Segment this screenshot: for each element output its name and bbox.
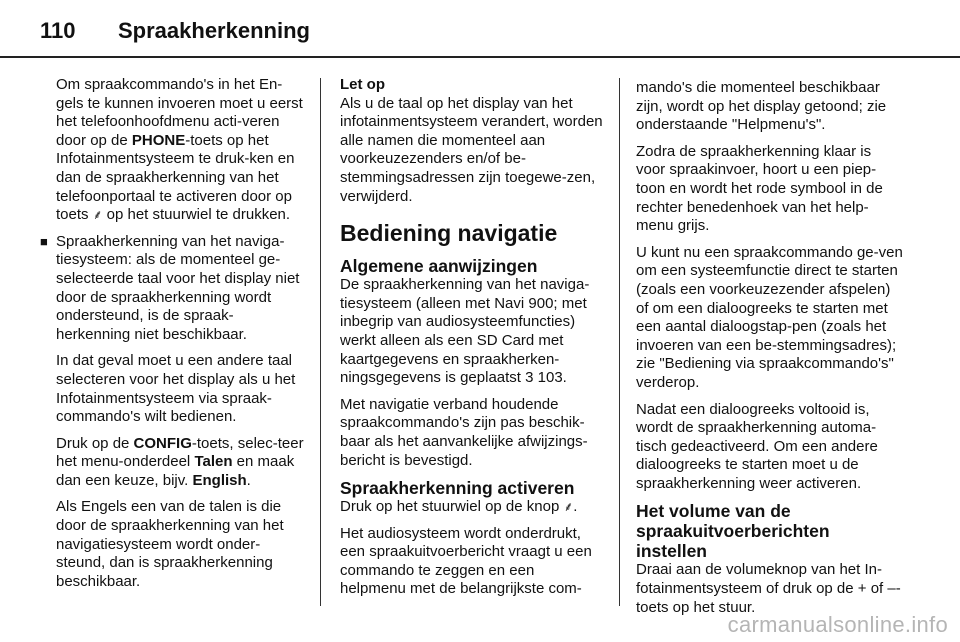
paragraph: mando's die momenteel beschikbaar zijn, wordt op het display getoond; zie onderstaande "Helpmenu's". [636,79,887,134]
page-title: Spraakherkenning [118,18,310,43]
paragraph: Als Engels een van de talen is die door de spraakherkenning van het navigatiesysteem wordt onder-steund, dan is spraakherkenning beschikbaar. [56,498,284,590]
subsection-heading: Algemene aanwijzingen [340,256,538,277]
voice-button-icon: ⸙ [563,499,574,515]
header-rule [0,56,960,58]
voice-button-icon: ⸙ [92,207,103,223]
column-2 [340,76,604,607]
column-divider [320,78,321,606]
paragraph: In dat geval moet u een andere taal selecteren voor het display als u het Infotainmentsysteem via spraak-commando's wilt bedienen. [56,352,296,426]
paragraph: Zodra de spraakherkenning klaar is voor spraakinvoer, hoort u een piep-toon en wordt het rode symbool in de rechter benedenhoek van het help-menu grijs. [636,142,883,235]
reference-arrow-icon: 3 [525,369,534,387]
note-title: Let op [340,76,385,93]
paragraph: Draai aan de volumeknop van het In-fotainmentsysteem of druk op de + of –-toets op het stuur. [636,561,901,616]
note-box [340,76,604,206]
config-key-label: CONFIG [133,434,192,452]
menu-item-label: Talen [194,453,233,471]
list-item: ■ Spraakherkenning van het naviga-tiesysteem: als de momenteel ge-selecteerde taal voor het display niet door de spraakherkenning wordt ondersteund, is de spraak-herkenning niet beschikbaar. [40,232,300,343]
paragraph: Nadat een dialoogreeks voltooid is, wordt de spraakherkenning automa-tisch gedeactiveerd. Om een andere dialoogreeks te starten moet u de spraakherkenning weer activeren. [636,400,878,492]
section-heading: Bediening navigatie [340,220,558,247]
column-3 [636,79,904,625]
paragraph: Druk op de CONFIG-toets, selec-teer het menu-onderdeel Talen en maak dan een keuze, bijv. English. [56,434,304,489]
paragraph: U kunt nu een spraakcommando ge-ven om een systeemfunctie direct te starten (zoals een voorkeuzezender afspelen) of om een dialoogreeks te starten met een aantal dialoogstap-pen (zoals het invoeren van een be-stemmingsadres); zie "Bediening via spraakcommando's" verderop. [636,243,903,391]
language-option-label: English [192,471,247,489]
phone-key-label: PHONE [131,131,186,149]
subsection-heading: Spraakherkenning activeren [340,478,575,499]
note-text: Als u de taal op het display van het infotainmentsysteem verandert, worden alle namen die momenteel aan voorkeuzezenders en/of be-stemmingsadressen zijn toegewe-zen, verwijderd. [340,94,603,205]
paragraph: De spraakherkenning van het naviga-tiesysteem (alleen met Navi 900; met inbegrip van audiosysteemfuncties) werkt alleen als een SD Card met kaartgegevens en spraakherken-ningsgegevens is geplaatst 3 103. [340,276,590,387]
page-header [40,18,310,44]
watermark: carmanualsonline.info [727,612,948,637]
subsection-heading: Het volume van de spraakuitvoerberichten instellen [636,501,830,562]
column-1 [40,76,306,599]
paragraph: Met navigatie verband houdende spraakcommando's zijn pas beschik-baar als het aanvankelijke afwijzings-bericht is bevestigd. [340,395,588,469]
paragraph: Het audiosysteem wordt onderdrukt, een spraakuitvoerbericht vraagt u een commando te zeggen en een helpmenu met de belangrijkste com- [340,524,592,598]
page-number: 110 [40,18,76,43]
bullet-icon: ■ [40,233,48,249]
column-divider [619,78,620,606]
paragraph: Om spraakcommando's in het En-gels te kunnen invoeren moet u eerst het telefoonhoofdmenu acti-veren door op de PHONE-toets op het Infotainmentsysteem te druk-ken en dan de spraakherkenning van het telefoonportaal te activeren door op toets ⸙ op het stuurwiel te drukken. [56,76,303,224]
paragraph: Druk op het stuurwiel op de knop ⸙. [340,498,578,516]
